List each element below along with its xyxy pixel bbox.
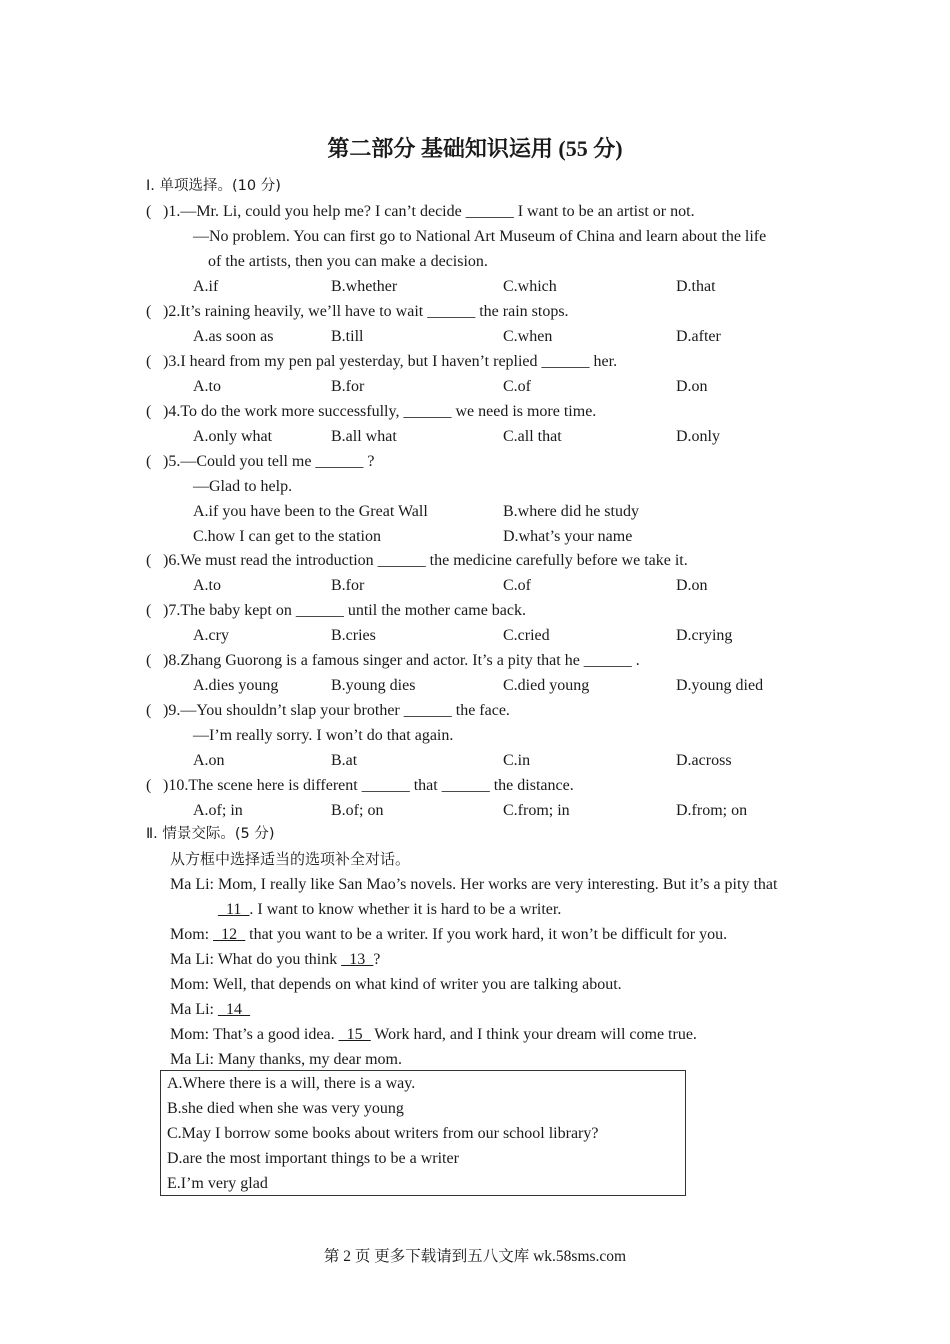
question-1-dialog-line: —No problem. You can first go to National Art Museum of China and learn about the life bbox=[193, 228, 767, 245]
option: C.all that bbox=[503, 428, 562, 445]
option: D.that bbox=[676, 278, 716, 295]
option: C.of bbox=[503, 577, 531, 594]
dialog-line-3: Ma Li: What do you think _13_? bbox=[170, 951, 381, 968]
blank-15: _15_ bbox=[338, 1026, 371, 1043]
answer-bracket: ( bbox=[146, 403, 152, 420]
blank-11: _11_ bbox=[218, 901, 250, 918]
answer-bracket: ( bbox=[146, 552, 152, 569]
dialog-line-5: Ma Li: _14_ bbox=[170, 1001, 250, 1018]
option: A.to bbox=[193, 577, 221, 594]
question-5-dialog-line: —Glad to help. bbox=[193, 478, 293, 495]
option: B.where did he study bbox=[503, 503, 639, 520]
option: B.whether bbox=[331, 278, 398, 295]
option: B.for bbox=[331, 378, 365, 395]
option: B.for bbox=[331, 577, 365, 594]
answer-bracket: ( bbox=[146, 652, 152, 669]
option: A.of; in bbox=[193, 802, 243, 819]
question-9-stem: )9.—You shouldn’t slap your brother ______ the face. bbox=[163, 702, 510, 719]
option: D.across bbox=[676, 752, 732, 769]
blank-14: _14_ bbox=[218, 1001, 250, 1018]
option: D.on bbox=[676, 577, 708, 594]
option: A.to bbox=[193, 378, 221, 395]
option: C.in bbox=[503, 752, 531, 769]
option: D.young died bbox=[676, 677, 764, 694]
option: D.only bbox=[676, 428, 720, 445]
dialog-line-6: Mom: That’s a good idea. _15_ Work hard, and I think your dream will come true. bbox=[170, 1026, 697, 1043]
question-8-stem: )8.Zhang Guorong is a famous singer and actor. It’s a pity that he ______ . bbox=[163, 652, 640, 669]
option: D.crying bbox=[676, 627, 733, 644]
section-1-heading: Ⅰ. 单项选择。(10 分) bbox=[146, 178, 281, 194]
dialog-line-4: Mom: Well, that depends on what kind of writer you are talking about. bbox=[170, 976, 622, 993]
option: B.all what bbox=[331, 428, 397, 445]
option: B.of; on bbox=[331, 802, 384, 819]
option: A.if you have been to the Great Wall bbox=[193, 503, 428, 520]
page-footer: 第 2 页 更多下载请到五八文库 wk.58sms.com bbox=[323, 1248, 627, 1265]
answer-bracket: ( bbox=[146, 702, 152, 719]
option: A.cry bbox=[193, 627, 229, 644]
option: B.young dies bbox=[331, 677, 416, 694]
option: A.as soon as bbox=[193, 328, 274, 345]
box-option: A.Where there is a will, there is a way. bbox=[167, 1075, 416, 1092]
option: B.at bbox=[331, 752, 358, 769]
option: C.when bbox=[503, 328, 553, 345]
option: D.after bbox=[676, 328, 721, 345]
option: A.dies young bbox=[193, 677, 279, 694]
question-2-stem: )2.It’s raining heavily, we’ll have to wait ______ the rain stops. bbox=[163, 303, 569, 320]
option: C.cried bbox=[503, 627, 550, 644]
box-option: B.she died when she was very young bbox=[167, 1100, 404, 1117]
question-6-stem: )6.We must read the introduction ______ the medicine carefully before we take it. bbox=[163, 552, 688, 569]
question-7-stem: )7.The baby kept on ______ until the mother came back. bbox=[163, 602, 527, 619]
option: A.only what bbox=[193, 428, 273, 445]
answer-bracket: ( bbox=[146, 303, 152, 320]
option: C.how I can get to the station bbox=[193, 528, 381, 545]
dialog-line-2: Mom: _12_ that you want to be a writer. If you work hard, it won’t be difficult for you. bbox=[170, 926, 728, 943]
answer-bracket: ( bbox=[146, 203, 152, 220]
answer-bracket: ( bbox=[146, 777, 152, 794]
question-5-stem: )5.—Could you tell me ______ ? bbox=[163, 453, 375, 470]
section-2-instruction: 从方框中选择适当的选项补全对话。 bbox=[170, 850, 411, 868]
dialog-line-7: Ma Li: Many thanks, my dear mom. bbox=[170, 1051, 402, 1068]
option: D.on bbox=[676, 378, 708, 395]
answer-bracket: ( bbox=[146, 602, 152, 619]
option: D.from; on bbox=[676, 802, 748, 819]
question-1-stem: )1.—Mr. Li, could you help me? I can’t decide ______ I want to be an artist or not. bbox=[163, 203, 695, 220]
box-option: D.are the most important things to be a writer bbox=[167, 1150, 459, 1167]
answer-bracket: ( bbox=[146, 453, 152, 470]
option: A.if bbox=[193, 278, 219, 295]
blank-13: _13_ bbox=[341, 951, 374, 968]
options-box bbox=[160, 1070, 686, 1196]
question-10-stem: )10.The scene here is different ______ that ______ the distance. bbox=[163, 777, 574, 794]
option: C.from; in bbox=[503, 802, 570, 819]
question-4-stem: )4.To do the work more successfully, ______ we need is more time. bbox=[163, 403, 597, 420]
box-option: C.May I borrow some books about writers from our school library? bbox=[167, 1125, 599, 1142]
question-9-dialog-line: —I’m really sorry. I won’t do that again. bbox=[193, 727, 454, 744]
option: B.cries bbox=[331, 627, 376, 644]
option: D.what’s your name bbox=[503, 528, 633, 545]
option: C.died young bbox=[503, 677, 590, 694]
blank-12: _12_ bbox=[213, 926, 246, 943]
option: A.on bbox=[193, 752, 225, 769]
section-2-heading: Ⅱ. 情景交际。(5 分) bbox=[146, 826, 275, 842]
question-3-stem: )3.I heard from my pen pal yesterday, but I haven’t replied ______ her. bbox=[163, 353, 618, 370]
option: C.of bbox=[503, 378, 531, 395]
box-option: E.I’m very glad bbox=[167, 1175, 268, 1192]
option: C.which bbox=[503, 278, 557, 295]
answer-bracket: ( bbox=[146, 353, 152, 370]
dialog-line-1: Ma Li: Mom, I really like San Mao’s novels. Her works are very interesting. But it’s a pity that bbox=[170, 876, 778, 893]
page-title: 第二部分 基础知识运用 (55 分) bbox=[327, 136, 623, 161]
question-1-dialog-line: of the artists, then you can make a decision. bbox=[208, 253, 488, 270]
option: B.till bbox=[331, 328, 364, 345]
dialog-line-1-cont: _11_. I want to know whether it is hard to be a writer. bbox=[218, 901, 562, 918]
